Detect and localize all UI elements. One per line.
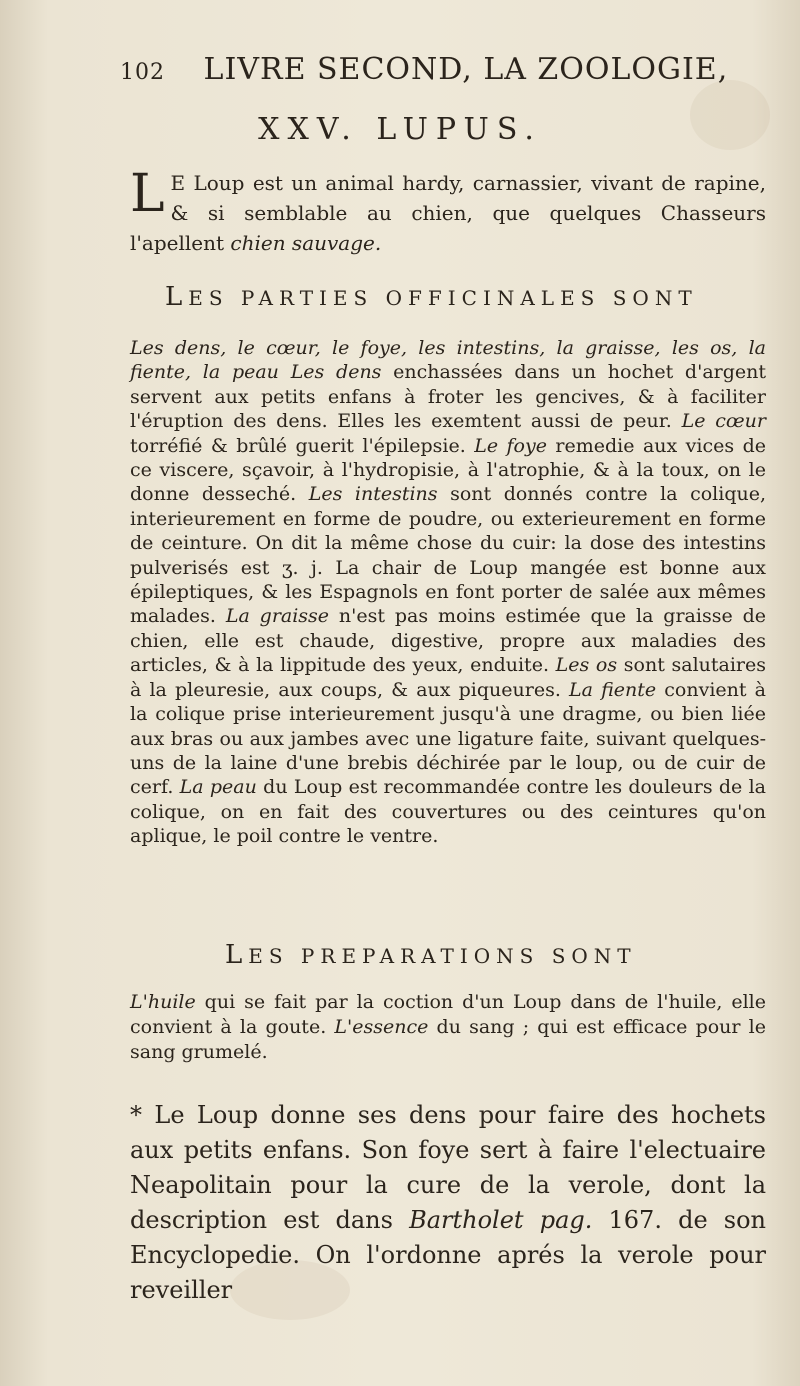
body-text: convient à la colique prise interieurement jusqu'à une dragme, ou bien liée aux bras ou aux jambes avec une ligature faite, suivant quelques-uns de la laine d'une brebis déchirée par le loup, ou de cuir de cerf.: [130, 678, 766, 799]
body-text: qui se fait par la coction d'un Loup dans de l'huile, elle convient à la goute.: [130, 991, 766, 1038]
section-heading-rest: ES PARTIES OFFICINALES SONT: [188, 286, 698, 310]
body-text: torréfié & brûlé guerit l'épilepsie.: [130, 434, 475, 457]
term: La graisse: [225, 605, 330, 628]
chapter-title: XXV. LUPUS.: [258, 112, 542, 147]
intro-text: E Loup est un animal hardy, carnassier, vivant de rapine, & si semblable au chien, que quelques Chasseurs l'apellent: [130, 171, 766, 255]
body-text: remedie aux vices de ce viscere, sçavoir, à l'hydropisie, à l'atrophie, & à la toux, on le donne desseché.: [130, 434, 766, 506]
term: La fiente: [569, 678, 657, 701]
body-text: du Loup est recommandée contre les douleurs de la colique, on en fait des couvertures ou des ceintures qu'on aplique, le poil contre le ventre.: [130, 776, 766, 848]
body-text: du sang ; qui est efficace pour le sang grumelé.: [130, 1016, 766, 1063]
note-text: Le Loup donne ses dens pour faire des hochets aux petits enfans. Son foye sert à faire l'electuaire Neapolitain pour la cure de la verole, dont la description est dans: [130, 1101, 766, 1234]
parts-list: Les dens, le cœur, le foye, les intestins, la graisse, les os, la fiente, la peau: [130, 337, 766, 384]
note-text-2: 167. de son Encyclopedie. On l'ordonne aprés la verole pour reveiller: [130, 1206, 766, 1304]
note-italic: Bartholet pag.: [409, 1206, 593, 1234]
intro-paragraph: [130, 164, 766, 258]
term: Les intestins: [308, 483, 438, 506]
term: Le cœur: [681, 410, 766, 433]
term: La peau: [179, 776, 257, 799]
body-text: n'est pas moins estimée que la graisse de chien, elle est chaude, digestive, propre aux maladies des articles, & à la lippitude des yeux, enduite.: [130, 605, 766, 677]
term: L'essence: [334, 1016, 429, 1038]
section-heading-lead: L: [225, 940, 249, 970]
term: Les os: [555, 654, 618, 677]
parts-paragraph: [130, 336, 766, 849]
preparations-paragraph: [130, 990, 766, 1065]
page-number: 102: [120, 60, 165, 85]
intro-italic: chien sauvage.: [230, 231, 382, 255]
term: Les dens: [290, 361, 382, 384]
section-heading-preparations: [225, 940, 637, 970]
section-heading-parts: [165, 282, 698, 312]
section-heading-rest: ES PREPARATIONS SONT: [248, 944, 637, 968]
section-heading-lead: L: [165, 282, 189, 312]
body-text: sont donnés contre la colique, interieurement en forme de poudre, ou exterieurement en forme de ceinture. On dit la même chose du cuir: la dose des intestins pulverisés est ʒ. j. La chair de Loup mangée est bonne aux épileptiques, & les Espagnols en font porter de salée aux mêmes malades.: [130, 483, 767, 628]
running-header: [120, 52, 770, 87]
body-text: sont salutaires à la pleuresie, aux coups, & aux piqueures.: [130, 654, 766, 701]
term: Le foye: [474, 434, 547, 457]
asterisk: *: [130, 1101, 142, 1129]
footnote-paragraph: [130, 1098, 766, 1308]
running-title: LIVRE SECOND, LA ZOOLOGIE,: [203, 52, 729, 87]
drop-cap: L: [130, 164, 165, 224]
body-text: enchassées dans un hochet d'argent servent aux petits enfans à froter les gencives, & à faciliter l'éruption des dens. Elles les exemtent aussi de peur.: [130, 361, 767, 433]
term: L'huile: [130, 991, 196, 1013]
